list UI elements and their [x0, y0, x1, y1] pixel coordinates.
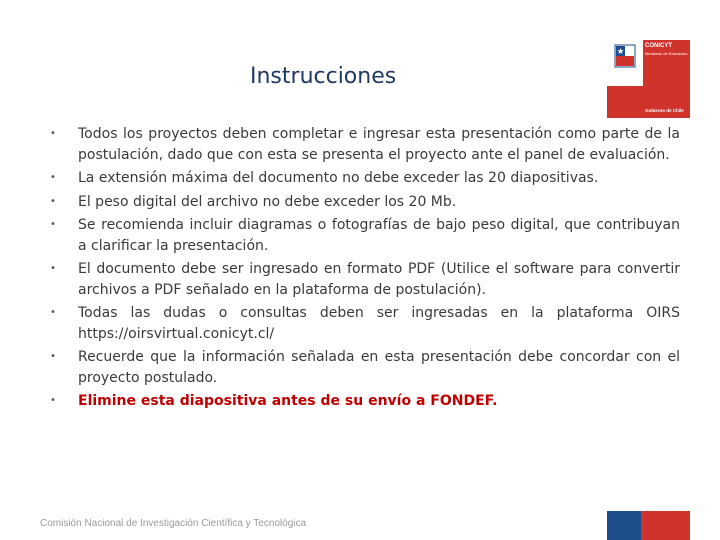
bullet-icon: • [50, 219, 56, 230]
footer-text: Comisión Nacional de Investigación Científica y Tecnológica [40, 518, 307, 529]
instructions-list [40, 124, 680, 415]
list-item: • Todos los proyectos deben completar e ingresar esta presentación como parte de la postulación, dado que con esta se presenta el proyecto ante el panel de evaluación. [50, 126, 680, 163]
bullet-icon: • [50, 395, 56, 406]
list-item: • Recuerde que la información señalada en esta presentación debe concordar con el proyecto postulado. [50, 349, 680, 386]
list-item: • El peso digital del archivo no debe exceder los 20 Mb. [40, 192, 680, 213]
logo-government: Gobierno de Chile [645, 108, 684, 113]
bullet-icon: • [50, 172, 56, 183]
list-item: • La extensión máxima del documento no debe exceder las 20 diapositivas. [40, 168, 680, 189]
conicyt-logo [607, 40, 690, 118]
list-item: • Se recomienda incluir diagramas o fotografías de bajo peso digital, que contribuyan a clarificar la presentación. [50, 217, 680, 254]
bullet-icon: • [50, 307, 56, 318]
slide-title: Instrucciones [250, 64, 397, 89]
bullet-icon: • [50, 263, 56, 274]
bullet-icon: • [50, 128, 56, 139]
chile-government-shield-icon [613, 43, 637, 71]
bullet-icon: • [50, 195, 56, 207]
logo-brand: CONICYT [645, 43, 672, 49]
list-item-warning: • Elimine esta diapositiva antes de su envío a FONDEF. [40, 391, 680, 412]
flag-bar [607, 511, 690, 540]
bullet-icon: • [50, 351, 56, 362]
list-item: • El documento debe ser ingresado en formato PDF (Utilice el software para convertir archivos a PDF señalado en la plataforma de postulación). [50, 261, 680, 298]
list-item: • Todas las dudas o consultas deben ser ingresadas en la plataforma OIRS https://oirsvirtual.conicyt.cl/ [50, 305, 680, 342]
logo-ministry: Ministerio de Educación [645, 51, 688, 56]
